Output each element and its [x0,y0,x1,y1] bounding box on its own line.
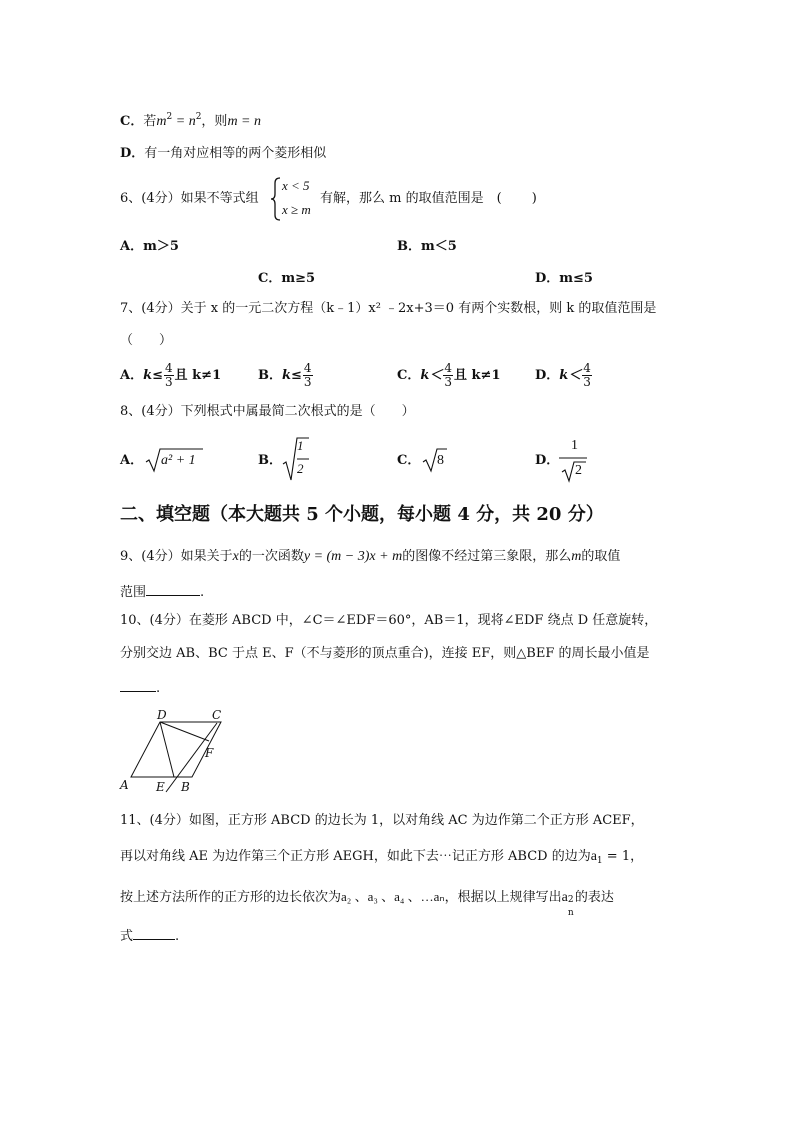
fraction-den: 3 [303,375,312,389]
q8-option-b [258,452,282,470]
q8-option-d-num: 1 [571,438,578,453]
q11-period: . [175,929,180,944]
q8-option-a-expr: a² + 1 [161,453,196,468]
q9-text-5: 范围 [120,585,147,600]
option-label: B． [258,453,282,468]
option-label: D． [535,453,560,468]
q8-option-c [397,452,420,470]
q11-line-3 [120,888,614,918]
q8-stem: 8、(4分）下列根式中属最简二次根式的是（ ） [120,404,415,419]
math-x: x [232,549,239,564]
option-math: k≤ [143,368,163,383]
option-label: D． [535,368,560,383]
q10-line-2: 分别交边 AB、BC 于点 E、F（不与菱形的顶点重合)，连接 EF，则△BEF 的周长最小值是 [120,646,650,661]
q11-line-2 [120,848,643,870]
q6-system-line-2: x ≥ m [282,202,311,217]
fraction-num: 4 [165,361,173,375]
q6-option-c: C．m≥5 [258,271,316,286]
fraction [582,362,592,389]
option-suffix: 且 k≠1 [454,368,501,383]
q11-line-1: 11、(4分）如图，正方形 ABCD 的边长为 1，以对角线 AC 为边作第二个正方形 ACEF， [120,813,644,828]
fraction [164,362,174,389]
label-f: F [205,746,214,760]
option-label: D． [120,146,145,161]
option-label: C． [120,114,144,129]
option-label: A． [120,368,144,383]
math-m-eq-n: m = n [227,114,261,129]
math-m: m [156,114,167,129]
fraction-den: 3 [583,375,591,389]
section-heading: 二、填空题（本大题共 5 个小题，每小题 4 分，共 20 分） [120,504,604,525]
math-sub: n [567,908,574,918]
option-label: A． [120,453,144,468]
q9-line-1 [120,548,620,566]
math-an: a [561,890,568,905]
label-b: B [181,780,190,794]
rhombus-figure [118,706,228,796]
math-sub: 1 [596,856,603,866]
fraction-num: 4 [583,361,591,375]
option-math: k＜ [420,368,443,383]
math-sequence: a₂ 、a₃ 、a₄ 、…aₙ [341,889,445,904]
q11-text-3: ，根据以上规律写出 [444,890,562,905]
q6-system-line-1: x < 5 [282,178,310,193]
q7-stem-2: （ ） [120,333,173,348]
q6-stem-post [320,190,537,208]
q10-line-1: 10、(4分）在菱形 ABCD 中，∠C＝∠EDF＝60°，AB＝1，现将∠EDF 绕点 D 任意旋转， [120,613,658,628]
q9-text-3: 的图像不经过第三象限，那么 [402,549,572,564]
label-e: E [156,780,165,794]
fraction-num: 4 [444,361,453,375]
q7-option-d [535,358,593,394]
fraction-bar-icon [559,457,589,483]
option-label: B． [258,368,282,383]
q7-stem: 7、(4分）关于 x 的一元二次方程（k﹣1）x² ﹣2x+3＝0 有两个实数根，则 k 的取值范围是 [120,301,657,316]
option-label: C． [397,453,421,468]
q10-period: . [156,681,161,696]
q11-text-2: 按上述方法所作的正方形的边长依次为 [120,890,342,905]
math-a: a [590,849,597,864]
fraction-den: 3 [165,375,173,389]
option-math: k≤ [282,368,302,383]
q8-option-d-den: 2 [575,463,582,478]
q9-text: 9、(4分）如果关于 [120,549,233,564]
q11-line-4 [120,927,179,946]
fraction-num: 4 [303,361,312,375]
option-text: 有一角对应相等的两个菱形相似 [144,146,327,161]
answer-blank[interactable] [146,583,200,596]
q7-option-c [397,358,501,394]
sqrt-sign-icon [282,436,310,482]
q9-text-4: 的取值 [581,549,621,564]
q8-option-d [535,452,559,470]
option-suffix: 且 k≠1 [174,368,222,383]
q6-stem-text-2: 有解，那么 m 的取值范围是 ( ) [320,191,537,206]
fraction [443,362,453,389]
label-c: C [212,708,222,722]
q6-option-b: B．m＜5 [397,239,457,254]
option-text: 若 [143,114,157,129]
q11-text-5: 式 [120,929,134,944]
q8-option-a [120,452,143,470]
q9-period: . [200,585,205,600]
fraction [303,362,313,389]
q11-text: 再以对角线 AE 为边作第三个正方形 AEGH，如此下去⋯记正方形 ABCD 的边为 [120,849,591,864]
q8-option-b-num: 1 [297,438,304,453]
option-text-2: ，则 [201,114,228,129]
q9-text-2: 的一次函数 [238,549,304,564]
q6-stem-text: 6、(4分）如果不等式组 [120,191,259,206]
math-eq: = [172,114,189,129]
label-a: A [120,778,129,792]
q6-stem-pre [120,190,259,208]
q11-text-4: 的表达 [574,890,614,905]
answer-blank[interactable] [133,927,175,940]
option-math: k＜ [559,368,582,383]
math-function: y = (m − 3)x + m [303,549,403,564]
q8-option-c-expr: 8 [437,453,444,468]
option-label: C． [397,368,421,383]
q6-option-d: D．m≤5 [535,271,593,286]
fraction-den: 3 [444,375,453,389]
q11-eq: = 1， [602,849,644,864]
sqrt-sign-icon [422,446,448,474]
q5-option-c: C．若$m^2 = n^2$，则m = n [120,112,261,129]
math-n: n [188,114,196,129]
q6-option-a: A．m＞5 [120,239,179,254]
system-brace-icon [270,177,282,221]
label-d: D [157,708,167,722]
q7-option-a [120,358,221,394]
q10-line-3 [120,679,160,698]
math-sup: 2 [567,895,574,905]
q8-option-b-den: 2 [297,461,304,476]
q5-option-d [120,145,326,163]
answer-blank[interactable] [120,679,156,692]
q7-option-b [258,358,314,394]
math-m: m [571,549,582,564]
q9-line-2 [120,583,204,602]
